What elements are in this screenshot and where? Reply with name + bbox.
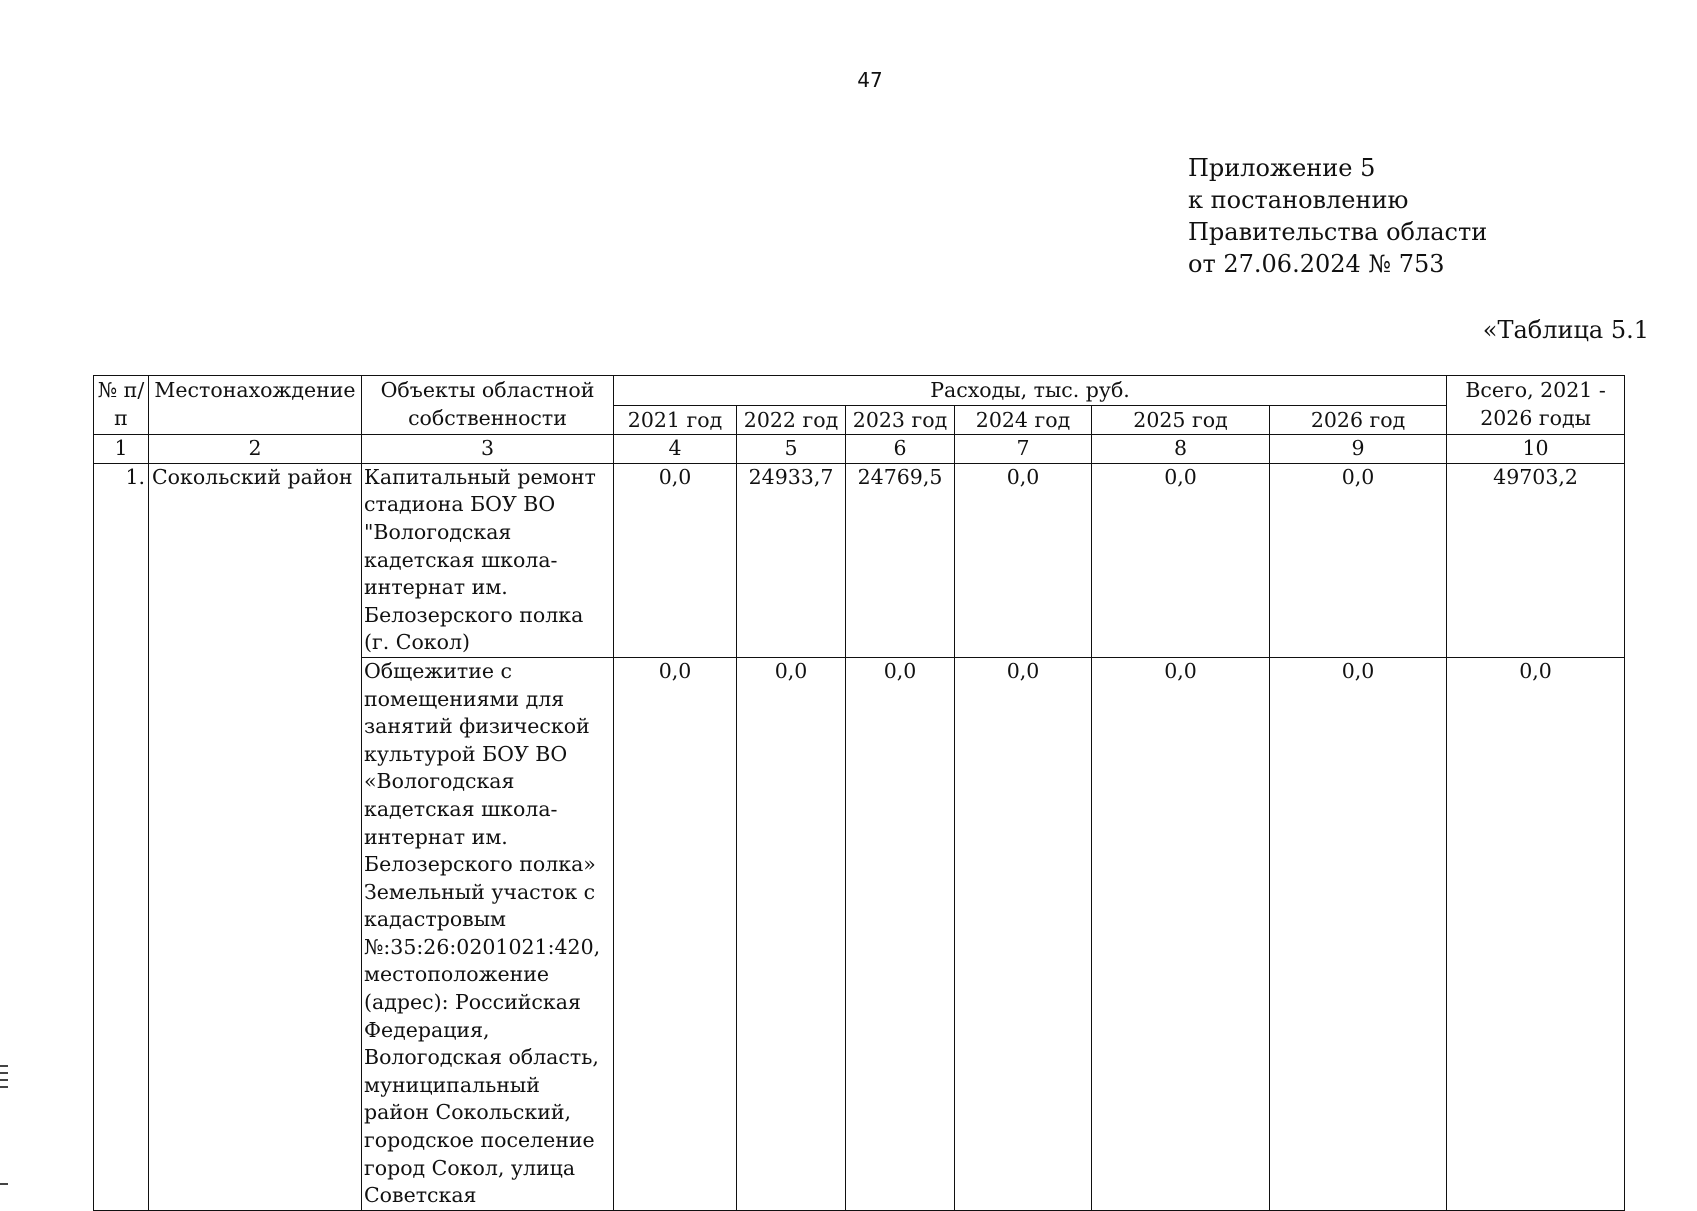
column-number: 4 xyxy=(614,435,737,464)
header-year: 2024 год xyxy=(955,405,1092,435)
column-number: 10 xyxy=(1447,435,1625,464)
column-number: 6 xyxy=(846,435,955,464)
header-row-1 xyxy=(94,376,1625,406)
row-value: 0,0 xyxy=(614,463,737,657)
page-number: 47 xyxy=(857,68,883,92)
margin-tick-marks xyxy=(0,1065,8,1105)
appendix-line-4: от 27.06.2024 № 753 xyxy=(1188,250,1445,278)
column-number: 5 xyxy=(737,435,846,464)
header-total: Всего, 2021 - 2026 годы xyxy=(1447,376,1625,435)
table-row xyxy=(94,657,1625,1210)
row-total: 49703,2 xyxy=(1447,463,1625,657)
appendix-line-2: к постановлению xyxy=(1188,186,1409,214)
column-number: 8 xyxy=(1092,435,1270,464)
margin-tick xyxy=(0,1072,8,1074)
row-value: 0,0 xyxy=(1270,657,1447,1210)
row-value: 24933,7 xyxy=(737,463,846,657)
row-location: Сокольский район xyxy=(149,463,362,657)
column-number: 9 xyxy=(1270,435,1447,464)
header-expenses: Расходы, тыс. руб. xyxy=(614,376,1447,406)
table-row xyxy=(94,463,1625,657)
header-year: 2022 год xyxy=(737,405,846,435)
header-location: Местонахождение xyxy=(149,376,362,435)
column-number: 3 xyxy=(362,435,614,464)
row-value: 0,0 xyxy=(1092,657,1270,1210)
table-caption: «Таблица 5.1 xyxy=(1482,316,1649,344)
appendix-reference xyxy=(1188,152,1588,280)
header-year: 2021 год xyxy=(614,405,737,435)
row-location xyxy=(149,657,362,1210)
column-number: 2 xyxy=(149,435,362,464)
appendix-line-3: Правительства области xyxy=(1188,218,1488,246)
row-value: 0,0 xyxy=(737,657,846,1210)
appendix-line-1: Приложение 5 xyxy=(1188,154,1376,182)
header-year: 2023 год xyxy=(846,405,955,435)
column-number: 1 xyxy=(94,435,149,464)
row-total: 0,0 xyxy=(1447,657,1625,1210)
margin-tick xyxy=(0,1086,8,1088)
row-object: Общежитие с помещениями для занятий физической культурой БОУ ВО «Вологодская кадетская школа-интернат им. Белозерского полка» Земельный участок с кадастровым №:35:26:0201021:420, местоположение (адрес): Российская Федерация, Вологодская область, муниципальный район Сокольский, городское поселение город Сокол, улица Советская xyxy=(362,657,614,1210)
expenses-table xyxy=(93,375,1625,1211)
row-num xyxy=(94,657,149,1210)
margin-dash xyxy=(0,1183,8,1185)
margin-tick xyxy=(0,1079,8,1081)
header-year: 2026 год xyxy=(1270,405,1447,435)
row-num: 1. xyxy=(94,463,149,657)
column-number: 7 xyxy=(955,435,1092,464)
header-year: 2025 год xyxy=(1092,405,1270,435)
margin-tick xyxy=(0,1065,8,1067)
row-value: 24769,5 xyxy=(846,463,955,657)
row-value: 0,0 xyxy=(955,657,1092,1210)
row-value: 0,0 xyxy=(1270,463,1447,657)
row-value: 0,0 xyxy=(846,657,955,1210)
row-value: 0,0 xyxy=(1092,463,1270,657)
row-object: Капитальный ремонт стадиона БОУ ВО "Вологодская кадетская школа-интернат им. Белозерского полка (г. Сокол) xyxy=(362,463,614,657)
row-value: 0,0 xyxy=(955,463,1092,657)
row-value: 0,0 xyxy=(614,657,737,1210)
column-number-row xyxy=(94,435,1625,464)
header-num: № п/п xyxy=(94,376,149,435)
header-objects: Объекты областной собственности xyxy=(362,376,614,435)
